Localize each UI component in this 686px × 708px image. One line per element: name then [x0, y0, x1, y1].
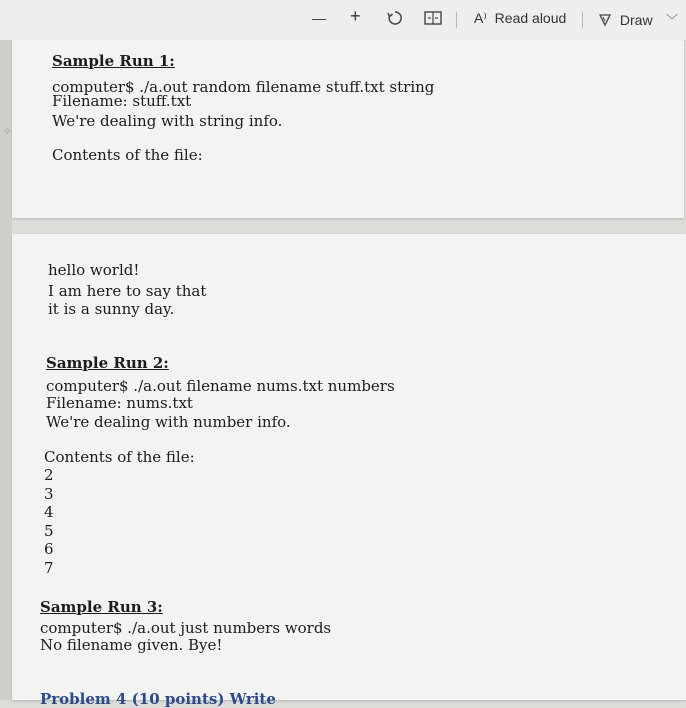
- rotate-icon: [386, 9, 404, 27]
- page-view-button[interactable]: [424, 10, 442, 31]
- run2-contents-label: Contents of the file:: [44, 448, 195, 466]
- run2-command-line: computer$ ./a.out filename nums.txt numbers: [46, 377, 395, 395]
- file-line: 7: [44, 559, 54, 577]
- file-line: hello world!: [48, 261, 140, 279]
- page-view-icon: [424, 10, 442, 26]
- read-aloud-button[interactable]: [474, 8, 566, 28]
- sparkle-icon[interactable]: ✧: [2, 124, 13, 138]
- rotate-button[interactable]: [386, 9, 404, 32]
- cutoff-heading: Problem 4 (10 points) Write: [40, 690, 276, 708]
- draw-icon: [598, 13, 612, 27]
- run3-message-line: No filename given. Bye!: [40, 636, 223, 654]
- run2-filename-line: Filename: nums.txt: [46, 394, 193, 412]
- run1-contents-label: Contents of the file:: [52, 146, 203, 164]
- file-line: 5: [44, 522, 54, 540]
- chevron-down-icon[interactable]: ﹀: [666, 13, 679, 27]
- read-aloud-icon: A⁾: [474, 10, 487, 26]
- run1-info-line: We're dealing with string info.: [52, 112, 283, 130]
- left-margin: [0, 40, 12, 700]
- zoom-out-button[interactable]: —: [312, 10, 326, 26]
- file-line: 2: [44, 466, 54, 484]
- toolbar-divider: [582, 12, 583, 28]
- file-line: I am here to say that: [48, 282, 207, 300]
- sample-run-3-heading: Sample Run 3:: [40, 598, 163, 616]
- sample-run-2-heading: Sample Run 2:: [46, 354, 169, 372]
- file-line: 3: [44, 485, 54, 503]
- run1-filename-line: Filename: stuff.txt: [52, 92, 192, 110]
- document-page-1: [12, 40, 684, 218]
- run1-command-line: computer$ ./a.out random filename stuff.txt string: [52, 78, 435, 96]
- draw-label: Draw: [619, 12, 653, 28]
- file-line: 4: [44, 503, 54, 521]
- reader-toolbar: [0, 0, 686, 41]
- run2-info-line: We're dealing with number info.: [46, 413, 291, 431]
- file-line: 6: [44, 540, 54, 558]
- file-line: it is a sunny day.: [48, 300, 175, 318]
- run3-command-line: computer$ ./a.out just numbers words: [40, 619, 332, 637]
- zoom-in-button[interactable]: +: [350, 6, 361, 26]
- document-page-2: [12, 234, 686, 700]
- draw-button[interactable]: [598, 10, 653, 30]
- sample-run-1-heading: Sample Run 1:: [52, 52, 175, 70]
- toolbar-divider: [456, 12, 457, 28]
- read-aloud-label: Read aloud: [494, 10, 567, 26]
